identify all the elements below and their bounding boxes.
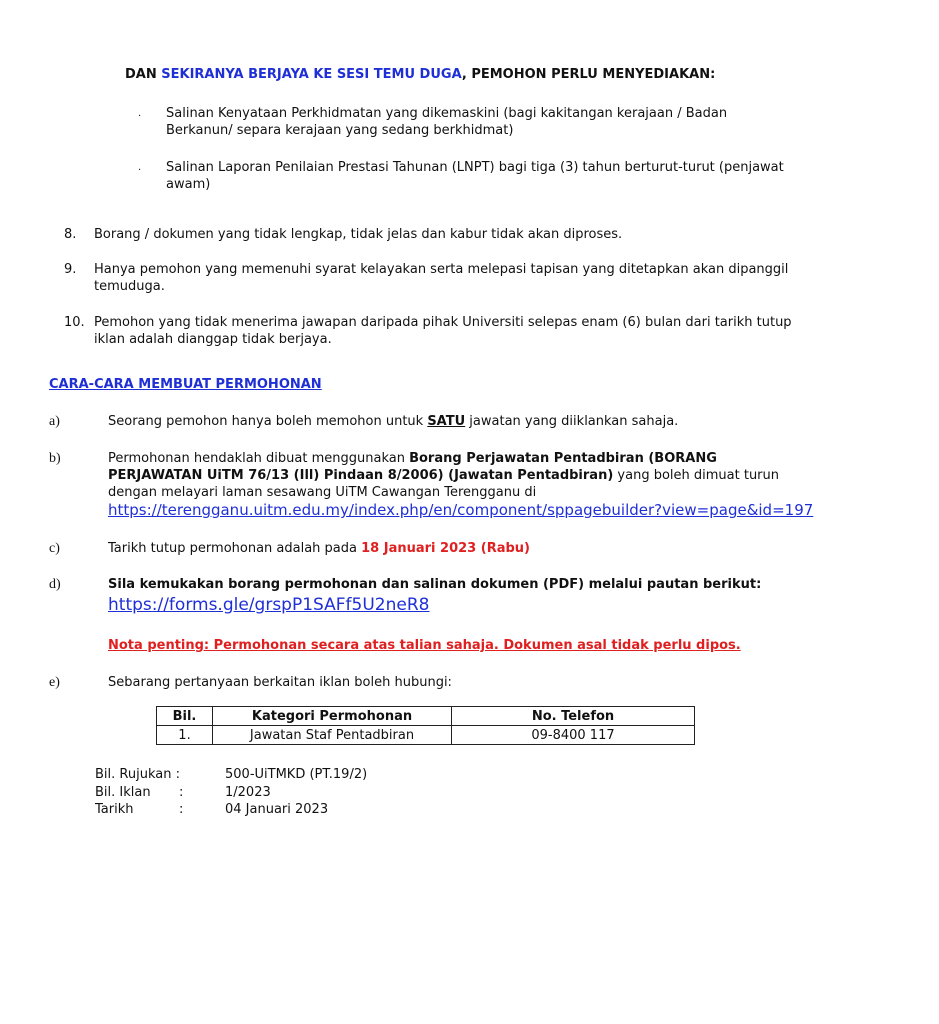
bullet-marker: · bbox=[138, 111, 142, 122]
reference-label: Bil. Iklan bbox=[95, 785, 151, 800]
table-cell: 1. bbox=[157, 726, 213, 745]
contact-table bbox=[156, 706, 695, 745]
item-text-b: Permohonan hendaklah dibuat menggunakan Borang Perjawatan Pentadbiran (BORANG PERJAWATAN UiTM 76/13 (Ill) Pindaan 8/2006) (Jawatan Pentadbiran) yang boleh dimuat turun dengan melayari laman sesawang UiTM Cawangan Terengganu di https://terengganu.uitm.edu.my/index.php/en/component/sppagebuilder?view=page&id=197 bbox=[108, 451, 814, 519]
item-label-d: d) bbox=[49, 577, 61, 592]
important-note: Nota penting: Permohonan secara atas talian sahaja. Dokumen asal tidak perlu dipos. bbox=[108, 638, 741, 653]
numbered-item-number: 9. bbox=[64, 262, 77, 277]
table-header-row bbox=[157, 707, 695, 726]
reference-separator: : bbox=[179, 802, 184, 817]
numbered-item-number: 10. bbox=[64, 315, 85, 330]
bullet-item: Salinan Laporan Penilaian Prestasi Tahunan (LNPT) bagi tiga (3) tahun berturut-turut (penjawat awam) bbox=[166, 160, 784, 192]
item-label-b: b) bbox=[49, 451, 61, 466]
numbered-item-text: Borang / dokumen yang tidak lengkap, tidak jelas dan kabur tidak akan diproses. bbox=[94, 227, 623, 242]
borang-download-link[interactable]: https://terengganu.uitm.edu.my/index.php/en/component/sppagebuilder?view=page&id=197 bbox=[108, 501, 814, 519]
reference-label: Tarikh bbox=[95, 802, 134, 817]
bullet-marker: · bbox=[138, 165, 142, 176]
table-cell: 09-8400 117 bbox=[452, 726, 695, 745]
numbered-item-number: 8. bbox=[64, 227, 77, 242]
table-row bbox=[157, 726, 695, 745]
column-header: Kategori Permohonan bbox=[213, 707, 452, 726]
interview-requirements-heading: DAN SEKIRANYA BERJAYA KE SESI TEMU DUGA, PEMOHON PERLU MENYEDIAKAN: bbox=[125, 67, 716, 82]
numbered-item-text: Pemohon yang tidak menerima jawapan daripada pihak Universiti selepas enam (6) bulan dari tarikh tutup iklan adalah dianggap tidak berjaya. bbox=[94, 315, 792, 347]
item-label-a: a) bbox=[49, 414, 60, 429]
column-header: No. Telefon bbox=[452, 707, 695, 726]
reference-value: 04 Januari 2023 bbox=[225, 802, 329, 817]
item-text-c: Tarikh tutup permohonan adalah pada 18 Januari 2023 (Rabu) bbox=[108, 541, 530, 556]
item-text-d: Sila kemukakan borang permohonan dan salinan dokumen (PDF) melalui pautan berikut: https://forms.gle/grspP1SAFf5U2neR8 bbox=[108, 577, 762, 615]
item-text-e: Sebarang pertanyaan berkaitan iklan boleh hubungi: bbox=[108, 675, 452, 690]
bullet-item: Salinan Kenyataan Perkhidmatan yang dikemaskini (bagi kakitangan kerajaan / Badan Berkanun/ separa kerajaan yang sedang berkhidmat) bbox=[166, 106, 728, 138]
item-label-c: c) bbox=[49, 541, 60, 556]
reference-label: Bil. Rujukan : bbox=[95, 767, 180, 782]
reference-value: 500-UiTMKD (PT.19/2) bbox=[225, 767, 368, 782]
table-cell: Jawatan Staf Pentadbiran bbox=[213, 726, 452, 745]
closing-date: 18 Januari 2023 (Rabu) bbox=[361, 541, 530, 556]
section-heading: CARA-CARA MEMBUAT PERMOHONAN bbox=[49, 377, 322, 392]
item-text-a: Seorang pemohon hanya boleh memohon untuk SATU jawatan yang diiklankan sahaja. bbox=[108, 414, 679, 429]
reference-value: 1/2023 bbox=[225, 785, 271, 800]
reference-separator: : bbox=[179, 785, 184, 800]
numbered-item-text: Hanya pemohon yang memenuhi syarat kelayakan serta melepasi tapisan yang ditetapkan akan dipanggil temuduga. bbox=[94, 262, 789, 294]
google-form-link[interactable]: https://forms.gle/grspP1SAFf5U2neR8 bbox=[108, 595, 430, 615]
column-header: Bil. bbox=[157, 707, 213, 726]
item-label-e: e) bbox=[49, 675, 60, 690]
